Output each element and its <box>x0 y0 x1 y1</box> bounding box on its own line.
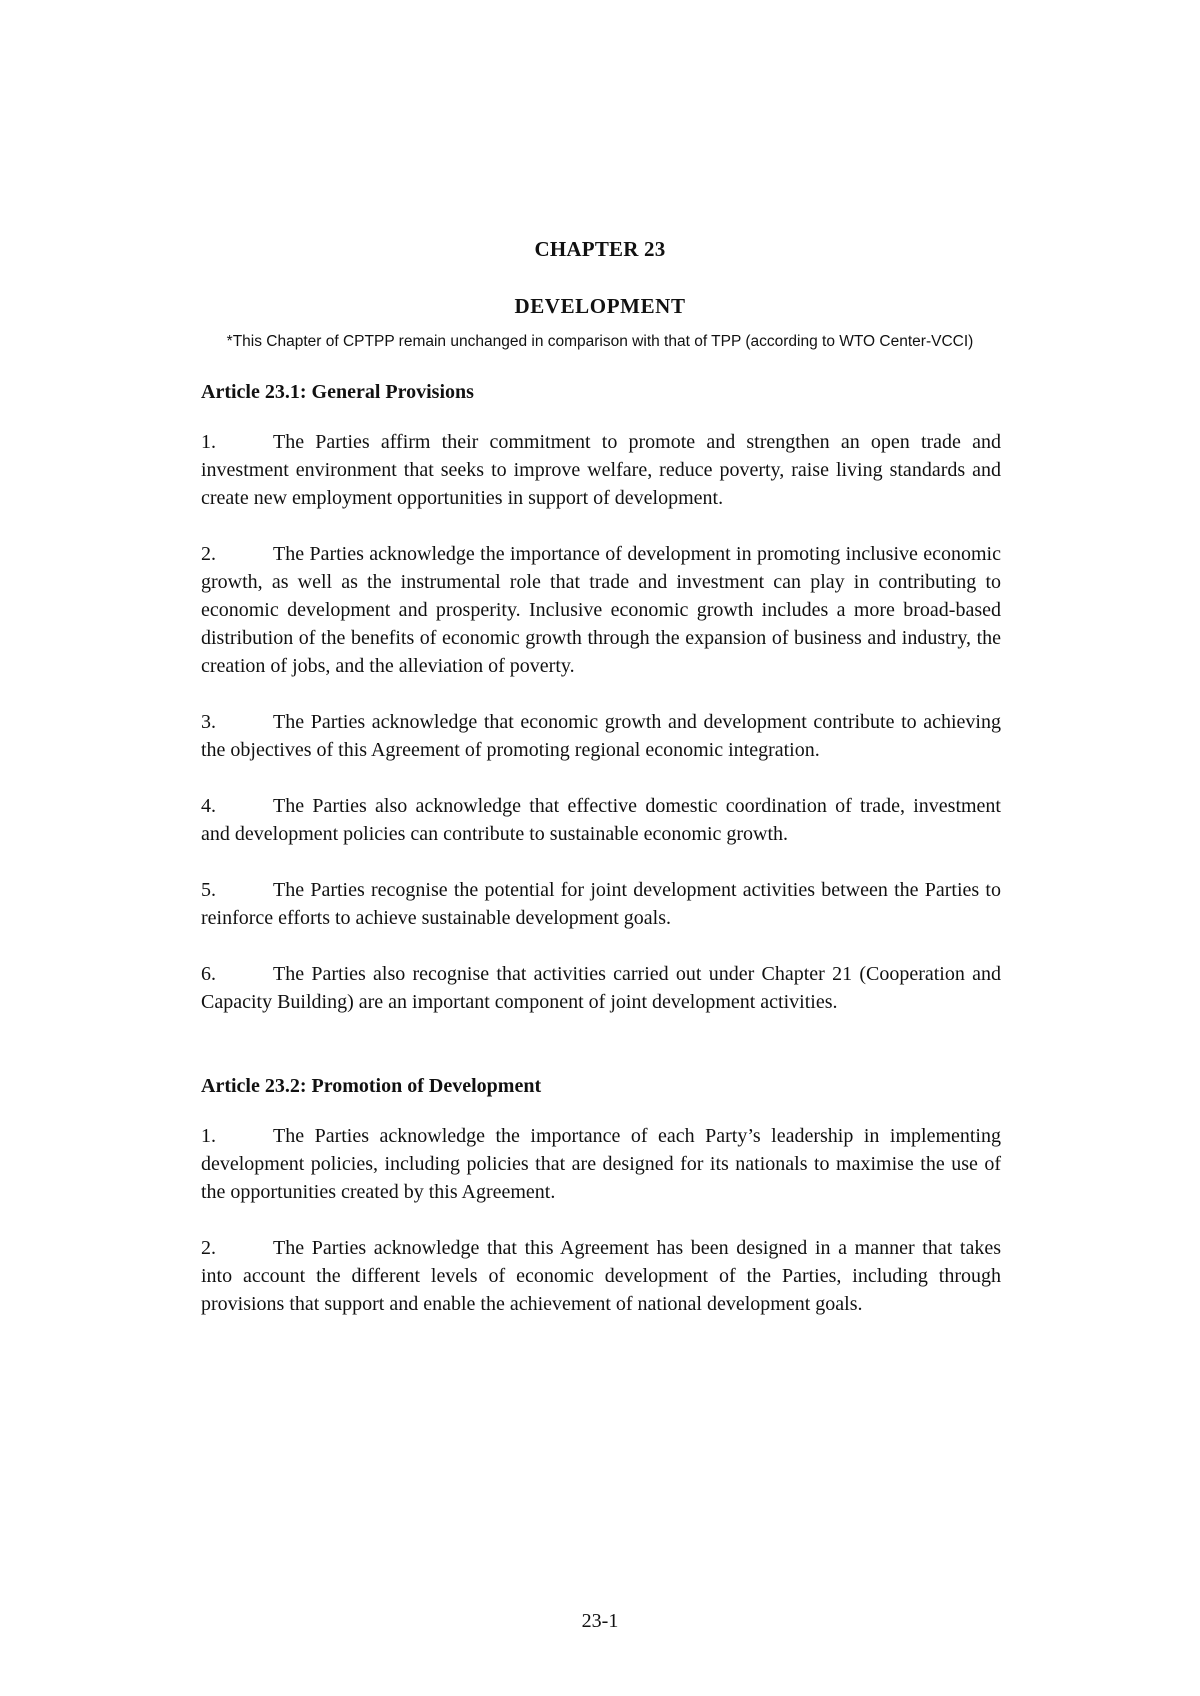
paragraph-number: 3. <box>201 711 216 733</box>
paragraph-number: 2. <box>201 543 216 565</box>
paragraph-number: 1. <box>201 1125 216 1147</box>
paragraph-text: The Parties also recognise that activities carried out under Chapter 21 (Cooperation and Capacity Building) are an important component of joint development activities. <box>201 963 1001 1013</box>
page-number: 23-1 <box>581 1610 619 1632</box>
paragraph-number: 6. <box>201 963 216 985</box>
paragraph-text: The Parties acknowledge that economic growth and development contribute to achieving the objectives of this Agreement of promoting regional economic integration. <box>201 711 1001 761</box>
article-paragraph <box>201 1122 1001 1206</box>
article-paragraph <box>201 792 1001 848</box>
paragraph-text: The Parties also acknowledge that effective domestic coordination of trade, investment and development policies can contribute to sustainable economic growth. <box>201 795 1001 845</box>
article-paragraph <box>201 708 1001 764</box>
paragraph-text: The Parties acknowledge that this Agreement has been designed in a manner that takes into account the different levels of economic development of the Parties, including through provisions that support and enable the achievement of national development goals. <box>201 1237 1001 1315</box>
document-body <box>201 378 1001 1346</box>
article-heading: Article 23.1: General Provisions <box>201 381 474 403</box>
paragraph-text: The Parties acknowledge the importance of development in promoting inclusive economic growth, as well as the instrumental role that trade and investment can play in contributing to economic development and prosperity. Inclusive economic growth includes a more broad-based distribution of the benefits of economic growth through the expansion of business and industry, the creation of jobs, and the alleviation of poverty. <box>201 543 1001 677</box>
article-paragraph <box>201 428 1001 512</box>
chapter-subtitle: DEVELOPMENT <box>514 294 686 318</box>
paragraph-number: 1. <box>201 431 216 453</box>
chapter-title: CHAPTER 23 <box>534 237 666 261</box>
paragraph-number: 2. <box>201 1237 216 1259</box>
article-heading: Article 23.2: Promotion of Development <box>201 1075 542 1097</box>
article-paragraph <box>201 876 1001 932</box>
paragraph-number: 5. <box>201 879 216 901</box>
article-paragraph <box>201 1234 1001 1318</box>
paragraph-text: The Parties recognise the potential for joint development activities between the Parties to reinforce efforts to achieve sustainable development goals. <box>201 879 1001 929</box>
paragraph-text: The Parties acknowledge the importance of each Party’s leadership in implementing development policies, including policies that are designed for its nationals to maximise the use of the opportunities created by this Agreement. <box>201 1125 1001 1203</box>
article-paragraph <box>201 540 1001 680</box>
article-paragraph <box>201 960 1001 1016</box>
paragraph-number: 4. <box>201 795 216 817</box>
chapter-note: *This Chapter of CPTPP remain unchanged in comparison with that of TPP (according to WTO Center-VCCI) <box>226 333 974 350</box>
paragraph-text: The Parties affirm their commitment to promote and strengthen an open trade and investment environment that seeks to improve welfare, reduce poverty, raise living standards and create new employment opportunities in support of development. <box>201 431 1001 509</box>
